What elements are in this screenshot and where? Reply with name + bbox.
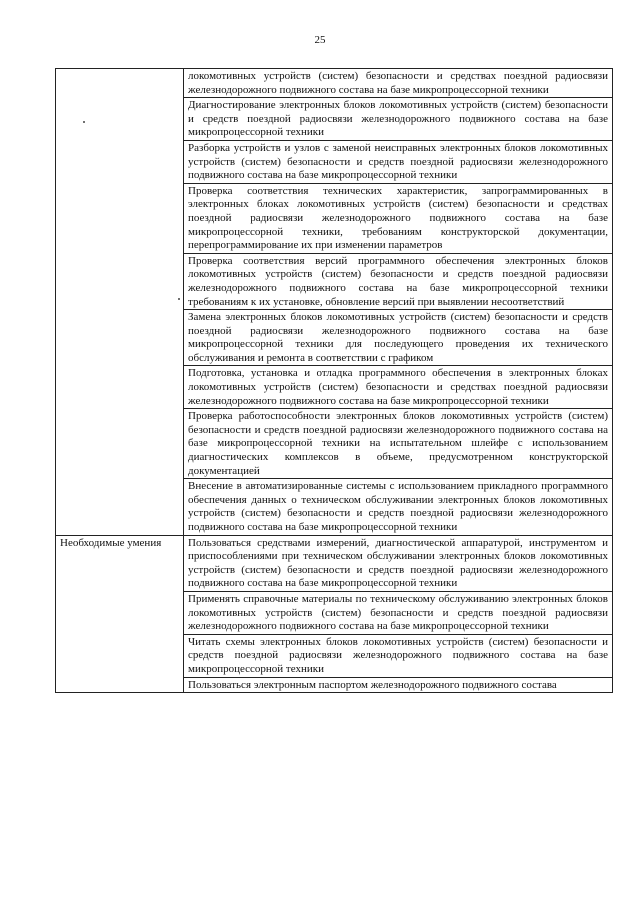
page-number: 25 [314, 34, 326, 46]
section-label: Необходимые умения [56, 535, 184, 693]
table-cell: Читать схемы электронных блоков локомотивных устройств (систем) безопасности и средств поездной радиосвязи железнодорожного подвижного состава на базе микропроцессорной техники [184, 634, 613, 677]
table-cell: Применять справочные материалы по техническому обслуживанию электронных блоков локомотивных устройств (систем) безопасности и средств поездной радиосвязи железнодорожного подвижного состава на базе микропроцессорной техники [184, 591, 613, 634]
table-cell: Проверка работоспособности электронных блоков локомотивных устройств (систем) безопасности и средств поездной радиосвязи железнодорожного подвижного состава на базе микропроцессорной техники на испытательном шлейфе с использованием диагностических комплексов в объеме, предусмотренном конструкторской документацией [184, 409, 613, 479]
table-cell: Пользоваться электронным паспортом железнодорожного подвижного состава [184, 677, 613, 693]
table-cell: Проверка соответствия технических характеристик, запрограммированных в электронных блоках локомотивных устройств (систем) безопасности и средствах поездной радиосвязи железнодорожного подвижного состава на базе микропроцессорной техники, требованиям конструкторской документации, перепрограммирование их при изменении параметров [184, 183, 613, 253]
table-cell: локомотивных устройств (систем) безопасности и средствах поездной радиосвязи железнодорожного подвижного состава на базе микропроцессорной техники [184, 69, 613, 98]
section-label [56, 69, 184, 536]
activities-table [55, 68, 613, 693]
table-cell: Проверка соответствия версий программного обеспечения электронных блоков локомотивных устройств (систем) безопасности и средств поездной радиосвязи железнодорожного подвижного состава на базе микропроцессорной техники требованиям к их установке, обновление версий при выявлении несоответствий [184, 253, 613, 309]
table-cell: Замена электронных блоков локомотивных устройств (систем) безопасности и средств поездной радиосвязи железнодорожного подвижного состава на базе микропроцессорной техники для последующего проведения их технического обслуживания и ремонта в соответствии с графиком [184, 310, 613, 366]
table-cell: Диагностирование электронных блоков локомотивных устройств (систем) безопасности и средств поездной радиосвязи железнодорожного подвижного состава на базе микропроцессорной техники [184, 98, 613, 141]
table-cell: Разборка устройств и узлов с заменой неисправных электронных блоков локомотивных устройств (систем) безопасности и средств поездной радиосвязи железнодорожного подвижного состава на базе микропроцессорной техники [184, 140, 613, 183]
table-cell: Подготовка, установка и отладка программного обеспечения в электронных блоках локомотивных устройств (систем) безопасности и средствах поездной радиосвязи железнодорожного подвижного состава на базе микропроцессорной техники [184, 366, 613, 409]
table-cell: Внесение в автоматизированные системы с использованием прикладного программного обеспечения данных о техническом обслуживании электронных блоков локомотивных устройств (систем) безопасности и средств поездной радиосвязи железнодорожного подвижного состава на базе микропроцессорной техники [184, 479, 613, 535]
table-row [56, 535, 613, 591]
table-row [56, 69, 613, 98]
table-cell: Пользоваться средствами измерений, диагностической аппаратурой, инструментом и приспособлениями при техническом обслуживании электронных блоков локомотивных устройств (систем) безопасности и средств поездной радиосвязи железнодорожного подвижного состава на базе микропроцессорной техники [184, 535, 613, 591]
